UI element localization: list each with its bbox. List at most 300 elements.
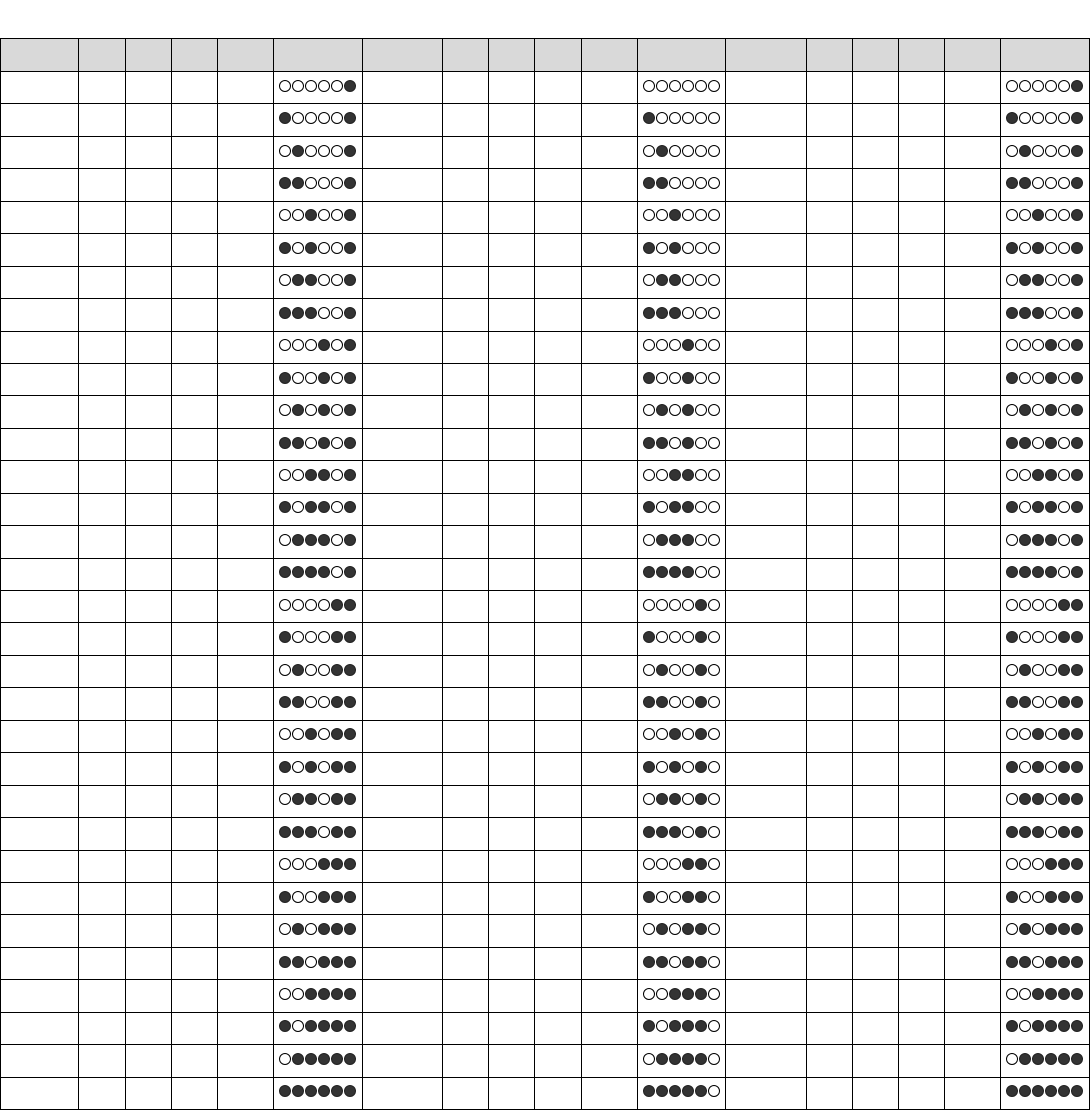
table-cell	[637, 299, 725, 331]
table-cell	[1001, 526, 1090, 558]
empty-dot-icon	[1019, 728, 1031, 740]
empty-dot-icon	[656, 631, 668, 643]
table-cell	[217, 591, 273, 623]
filled-dot-icon	[1032, 274, 1044, 286]
empty-dot-icon	[669, 891, 681, 903]
table-body	[1, 72, 1090, 1110]
filled-dot-icon	[1045, 404, 1057, 416]
table-cell	[217, 363, 273, 395]
table-cell	[362, 785, 442, 817]
table-cell	[489, 461, 535, 493]
filled-dot-icon	[695, 1053, 707, 1065]
table-cell	[274, 850, 362, 882]
table-cell	[581, 591, 637, 623]
empty-dot-icon	[669, 372, 681, 384]
filled-dot-icon	[344, 988, 356, 1000]
table-cell	[806, 104, 852, 136]
dot-pattern	[1006, 1085, 1084, 1097]
empty-dot-icon	[305, 145, 317, 157]
table-cell	[125, 266, 171, 298]
filled-dot-icon	[1019, 956, 1031, 968]
table-cell	[442, 526, 488, 558]
empty-dot-icon	[708, 112, 720, 124]
empty-dot-icon	[1032, 891, 1044, 903]
table-cell	[171, 396, 217, 428]
table-cell	[945, 818, 1001, 850]
filled-dot-icon	[344, 566, 356, 578]
filled-dot-icon	[305, 534, 317, 546]
table-cell	[442, 201, 488, 233]
dot-pattern	[279, 242, 357, 254]
dot-pattern	[643, 1085, 721, 1097]
empty-dot-icon	[1058, 501, 1070, 513]
table-cell	[1, 1045, 79, 1077]
empty-dot-icon	[331, 437, 343, 449]
filled-dot-icon	[669, 1053, 681, 1065]
empty-dot-icon	[1058, 177, 1070, 189]
empty-dot-icon	[1006, 274, 1018, 286]
empty-dot-icon	[305, 696, 317, 708]
table-cell	[852, 493, 898, 525]
filled-dot-icon	[1045, 437, 1057, 449]
filled-dot-icon	[344, 664, 356, 676]
empty-dot-icon	[656, 761, 668, 773]
table-cell	[898, 266, 944, 298]
table-cell	[274, 201, 362, 233]
table-cell	[171, 688, 217, 720]
table-cell	[1001, 558, 1090, 590]
filled-dot-icon	[331, 761, 343, 773]
empty-dot-icon	[305, 599, 317, 611]
filled-dot-icon	[1019, 274, 1031, 286]
table-cell	[898, 1012, 944, 1044]
table-cell	[362, 234, 442, 266]
table-cell	[1001, 169, 1090, 201]
table-cell	[852, 655, 898, 687]
empty-dot-icon	[318, 112, 330, 124]
table-cell	[1, 591, 79, 623]
empty-dot-icon	[695, 145, 707, 157]
table-cell	[726, 1045, 806, 1077]
empty-dot-icon	[1006, 599, 1018, 611]
filled-dot-icon	[1058, 988, 1070, 1000]
table-cell	[171, 558, 217, 590]
table-cell	[945, 882, 1001, 914]
dot-pattern	[643, 761, 721, 773]
filled-dot-icon	[643, 307, 655, 319]
filled-dot-icon	[682, 469, 694, 481]
table-cell	[362, 915, 442, 947]
filled-dot-icon	[279, 242, 291, 254]
dot-pattern	[1006, 112, 1084, 124]
table-cell	[362, 753, 442, 785]
table-cell	[637, 201, 725, 233]
table-cell	[362, 493, 442, 525]
empty-dot-icon	[708, 274, 720, 286]
empty-dot-icon	[1058, 145, 1070, 157]
table-cell	[898, 234, 944, 266]
empty-dot-icon	[292, 599, 304, 611]
filled-dot-icon	[643, 1020, 655, 1032]
filled-dot-icon	[1058, 891, 1070, 903]
table-cell	[581, 299, 637, 331]
empty-dot-icon	[1032, 664, 1044, 676]
empty-dot-icon	[331, 209, 343, 221]
filled-dot-icon	[1058, 956, 1070, 968]
table-cell	[726, 818, 806, 850]
table-cell	[489, 136, 535, 168]
filled-dot-icon	[656, 956, 668, 968]
empty-dot-icon	[1045, 696, 1057, 708]
dot-pattern	[643, 112, 721, 124]
table-cell	[1001, 136, 1090, 168]
empty-dot-icon	[1006, 469, 1018, 481]
table-cell	[125, 882, 171, 914]
empty-dot-icon	[682, 177, 694, 189]
filled-dot-icon	[305, 274, 317, 286]
empty-dot-icon	[682, 664, 694, 676]
table-cell	[806, 1045, 852, 1077]
empty-dot-icon	[669, 858, 681, 870]
table-cell	[217, 688, 273, 720]
table-cell	[217, 526, 273, 558]
filled-dot-icon	[643, 177, 655, 189]
filled-dot-icon	[656, 307, 668, 319]
table-cell	[852, 234, 898, 266]
empty-dot-icon	[1019, 988, 1031, 1000]
table-cell	[852, 104, 898, 136]
table-cell	[852, 753, 898, 785]
table-cell	[171, 104, 217, 136]
table-cell	[442, 234, 488, 266]
filled-dot-icon	[1071, 80, 1083, 92]
table-cell	[898, 818, 944, 850]
table-cell	[945, 331, 1001, 363]
table-cell	[125, 591, 171, 623]
table-cell	[489, 882, 535, 914]
filled-dot-icon	[682, 372, 694, 384]
table-cell	[535, 331, 581, 363]
empty-dot-icon	[669, 177, 681, 189]
table-cell	[898, 655, 944, 687]
filled-dot-icon	[1045, 858, 1057, 870]
empty-dot-icon	[643, 209, 655, 221]
filled-dot-icon	[1058, 793, 1070, 805]
empty-dot-icon	[708, 826, 720, 838]
dot-pattern	[279, 145, 357, 157]
table-cell	[898, 720, 944, 752]
table-cell	[171, 980, 217, 1012]
empty-dot-icon	[331, 566, 343, 578]
table-cell	[217, 396, 273, 428]
table-cell	[442, 980, 488, 1012]
table-row	[1, 818, 1090, 850]
dot-pattern	[643, 307, 721, 319]
table-cell	[442, 136, 488, 168]
filled-dot-icon	[344, 1020, 356, 1032]
empty-dot-icon	[708, 307, 720, 319]
table-cell	[171, 234, 217, 266]
filled-dot-icon	[1032, 1053, 1044, 1065]
empty-dot-icon	[1032, 696, 1044, 708]
empty-dot-icon	[331, 145, 343, 157]
empty-dot-icon	[1006, 793, 1018, 805]
table-cell	[806, 266, 852, 298]
table-cell	[898, 201, 944, 233]
filled-dot-icon	[331, 1085, 343, 1097]
filled-dot-icon	[318, 566, 330, 578]
filled-dot-icon	[656, 1085, 668, 1097]
filled-dot-icon	[1058, 826, 1070, 838]
empty-dot-icon	[318, 242, 330, 254]
dot-pattern	[1006, 534, 1084, 546]
table-cell	[489, 266, 535, 298]
column-header	[442, 39, 488, 72]
empty-dot-icon	[279, 858, 291, 870]
column-header	[637, 39, 725, 72]
table-row	[1, 558, 1090, 590]
filled-dot-icon	[643, 242, 655, 254]
empty-dot-icon	[1058, 372, 1070, 384]
table-cell	[581, 720, 637, 752]
table-cell	[726, 655, 806, 687]
filled-dot-icon	[643, 631, 655, 643]
filled-dot-icon	[1019, 696, 1031, 708]
table-cell	[726, 785, 806, 817]
table-cell	[1001, 753, 1090, 785]
dot-pattern	[1006, 177, 1084, 189]
filled-dot-icon	[1006, 501, 1018, 513]
empty-dot-icon	[643, 145, 655, 157]
table-cell	[535, 558, 581, 590]
empty-dot-icon	[279, 923, 291, 935]
empty-dot-icon	[669, 112, 681, 124]
filled-dot-icon	[344, 1053, 356, 1065]
filled-dot-icon	[1045, 469, 1057, 481]
table-cell	[274, 980, 362, 1012]
table-cell	[945, 299, 1001, 331]
table-cell	[852, 1077, 898, 1109]
empty-dot-icon	[318, 631, 330, 643]
filled-dot-icon	[1071, 858, 1083, 870]
filled-dot-icon	[1058, 728, 1070, 740]
header-row	[1, 39, 1090, 72]
filled-dot-icon	[344, 826, 356, 838]
table-cell	[125, 234, 171, 266]
column-header	[1001, 39, 1090, 72]
filled-dot-icon	[318, 437, 330, 449]
table-cell	[637, 104, 725, 136]
filled-dot-icon	[669, 501, 681, 513]
empty-dot-icon	[708, 469, 720, 481]
table-cell	[217, 136, 273, 168]
filled-dot-icon	[331, 1053, 343, 1065]
table-cell	[79, 623, 125, 655]
filled-dot-icon	[669, 307, 681, 319]
filled-dot-icon	[1019, 177, 1031, 189]
table-cell	[125, 201, 171, 233]
table-cell	[489, 980, 535, 1012]
table-cell	[442, 493, 488, 525]
table-cell	[898, 850, 944, 882]
empty-dot-icon	[1019, 469, 1031, 481]
table-cell	[535, 72, 581, 104]
table-cell	[1001, 980, 1090, 1012]
table-cell	[581, 1077, 637, 1109]
empty-dot-icon	[695, 566, 707, 578]
filled-dot-icon	[292, 696, 304, 708]
table-cell	[217, 331, 273, 363]
column-header	[726, 39, 806, 72]
filled-dot-icon	[643, 956, 655, 968]
dot-pattern	[1006, 469, 1084, 481]
filled-dot-icon	[1071, 469, 1083, 481]
dot-pattern	[643, 469, 721, 481]
filled-dot-icon	[1032, 242, 1044, 254]
table-cell	[535, 915, 581, 947]
empty-dot-icon	[1019, 858, 1031, 870]
filled-dot-icon	[1032, 501, 1044, 513]
dot-pattern	[643, 372, 721, 384]
empty-dot-icon	[708, 437, 720, 449]
filled-dot-icon	[1019, 793, 1031, 805]
filled-dot-icon	[1071, 339, 1083, 351]
filled-dot-icon	[292, 664, 304, 676]
empty-dot-icon	[279, 988, 291, 1000]
table-cell	[806, 1012, 852, 1044]
table-cell	[581, 785, 637, 817]
dot-pattern	[279, 664, 357, 676]
filled-dot-icon	[1032, 534, 1044, 546]
table-cell	[581, 72, 637, 104]
table-cell	[726, 72, 806, 104]
table-cell	[442, 623, 488, 655]
table-cell	[726, 331, 806, 363]
table-cell	[217, 234, 273, 266]
table-cell	[171, 818, 217, 850]
empty-dot-icon	[1045, 274, 1057, 286]
filled-dot-icon	[1058, 923, 1070, 935]
empty-dot-icon	[656, 1020, 668, 1032]
empty-dot-icon	[292, 80, 304, 92]
table-cell	[726, 720, 806, 752]
dot-pattern	[643, 728, 721, 740]
empty-dot-icon	[1045, 307, 1057, 319]
table-cell	[489, 720, 535, 752]
table-cell	[489, 1012, 535, 1044]
empty-dot-icon	[1032, 858, 1044, 870]
filled-dot-icon	[1071, 728, 1083, 740]
table-cell	[581, 947, 637, 979]
filled-dot-icon	[682, 1020, 694, 1032]
filled-dot-icon	[279, 956, 291, 968]
dot-pattern	[643, 631, 721, 643]
table-cell	[1, 493, 79, 525]
filled-dot-icon	[656, 534, 668, 546]
empty-dot-icon	[1058, 209, 1070, 221]
filled-dot-icon	[305, 469, 317, 481]
empty-dot-icon	[656, 372, 668, 384]
filled-dot-icon	[331, 599, 343, 611]
empty-dot-icon	[669, 404, 681, 416]
dot-pattern	[643, 664, 721, 676]
filled-dot-icon	[1071, 566, 1083, 578]
filled-dot-icon	[656, 177, 668, 189]
table-cell	[535, 396, 581, 428]
table-cell	[852, 850, 898, 882]
empty-dot-icon	[318, 307, 330, 319]
dot-pattern	[1006, 566, 1084, 578]
table-cell	[217, 915, 273, 947]
filled-dot-icon	[643, 826, 655, 838]
empty-dot-icon	[279, 1053, 291, 1065]
empty-dot-icon	[708, 599, 720, 611]
empty-dot-icon	[682, 307, 694, 319]
table-cell	[274, 623, 362, 655]
empty-dot-icon	[695, 274, 707, 286]
table-cell	[489, 947, 535, 979]
empty-dot-icon	[305, 891, 317, 903]
dot-pattern	[643, 793, 721, 805]
table-cell	[79, 1012, 125, 1044]
table-cell	[1, 655, 79, 687]
table-cell	[581, 201, 637, 233]
empty-dot-icon	[708, 177, 720, 189]
empty-dot-icon	[318, 80, 330, 92]
dot-pattern	[1006, 696, 1084, 708]
filled-dot-icon	[643, 566, 655, 578]
table-cell	[79, 980, 125, 1012]
filled-dot-icon	[344, 209, 356, 221]
table-cell	[217, 785, 273, 817]
table-cell	[945, 591, 1001, 623]
table-cell	[1001, 655, 1090, 687]
empty-dot-icon	[1045, 177, 1057, 189]
dot-pattern	[643, 242, 721, 254]
table-cell	[726, 980, 806, 1012]
table-cell	[217, 299, 273, 331]
filled-dot-icon	[1032, 1085, 1044, 1097]
table-cell	[125, 169, 171, 201]
table-cell	[637, 136, 725, 168]
filled-dot-icon	[279, 307, 291, 319]
table-cell	[898, 526, 944, 558]
table-cell	[726, 461, 806, 493]
table-cell	[362, 947, 442, 979]
table-cell	[806, 169, 852, 201]
empty-dot-icon	[682, 80, 694, 92]
empty-dot-icon	[695, 209, 707, 221]
empty-dot-icon	[695, 404, 707, 416]
table-cell	[581, 623, 637, 655]
filled-dot-icon	[344, 696, 356, 708]
empty-dot-icon	[656, 599, 668, 611]
table-cell	[852, 720, 898, 752]
table-cell	[1, 461, 79, 493]
empty-dot-icon	[708, 372, 720, 384]
filled-dot-icon	[682, 501, 694, 513]
table-cell	[726, 558, 806, 590]
table-cell	[171, 461, 217, 493]
table-cell	[442, 558, 488, 590]
table-cell	[274, 1012, 362, 1044]
table-cell	[637, 1077, 725, 1109]
filled-dot-icon	[643, 501, 655, 513]
filled-dot-icon	[292, 145, 304, 157]
table-cell	[535, 169, 581, 201]
table-cell	[489, 591, 535, 623]
table-cell	[79, 266, 125, 298]
